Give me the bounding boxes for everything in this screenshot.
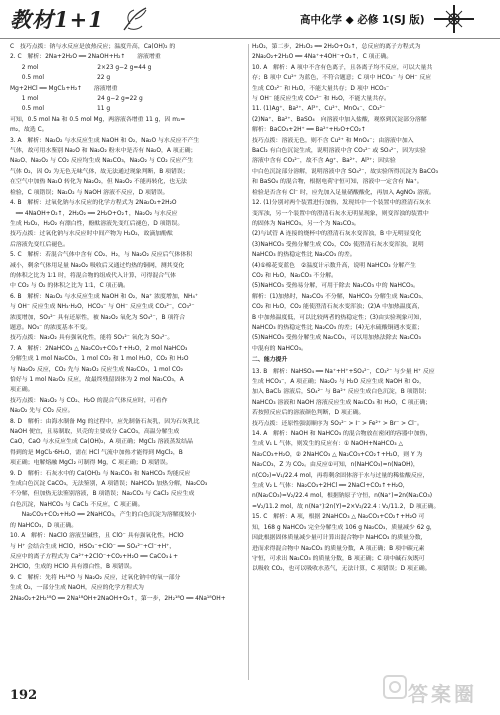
answer-line: Na₂CO₃+H₂O，② 2NaHCO₃ △ Na₂CO₃+CO₂↑+H₂O，则 Y 为: [252, 451, 423, 458]
answer-line: CO₂ 和 H₂O，CO₂ 能使澄清石灰水变浑浊；(2)A 中加热温度高，: [252, 304, 424, 311]
answer-line: 生成 HCO₃⁻，A 项正确；Na₂O₂ 与 H₂O 反应生成 NaOH 和 O₂，: [252, 379, 426, 385]
answer-line: 技巧点拨：Na₂O₂ 具有强氧化性，能将 SO₃²⁻ 氧化为 SO₄²⁻。: [10, 335, 174, 342]
answer-line: 技巧点拨：溶液无色，则不含 Cu²⁺ 和 MnO₄⁻；由溶液中加入: [252, 137, 414, 144]
answer-line: n(Na₂CO₃)=V₂/22.4 mol，根据钠原子守恒，n(Na⁺)=2n(Na₂CO₃): [252, 493, 433, 500]
answer-line: 浓度增加，SO₃²⁻ 具有还原性，被 Na₂O₂ 氧化为 SO₄²⁻，B 项符合: [10, 314, 186, 321]
leaf-icon: [120, 4, 150, 34]
column-divider: [248, 44, 249, 680]
answer-line: 中白色沉淀部分溶解，说明溶液中含 SO₄²⁻，故实验所得沉淀为 BaCO₃: [252, 168, 438, 175]
answer-line: 溶液中含有 CO₃²⁻，故不含 Ag⁺、Ba²⁺、Al³⁺；因实验: [252, 158, 396, 165]
answer-line: 得到的是 MgCl₂·6H₂O，需在 HCl 气流中加热才能得到 MgCl₂，B: [10, 449, 183, 456]
answer-line: H₂O₂，第二步，2H₂O₂ ══ 2H₂O+O₂↑，总反应的离子方程式为: [252, 44, 421, 50]
book-title: 高中化学 ◆ 必修 1(SJ 版): [300, 14, 425, 26]
answer-line: n(CO₂)=V₁/22.4 mol，再将剩余固体溶于水与过量的稀盐酸反应，: [252, 472, 429, 479]
answer-line: 2. C 解析：2Na+2H₂O ══ 2NaOH+H₂↑ 溶液增重: [10, 54, 161, 61]
answer-line: Na₂O₂ 先与 CO₂ 反应。: [10, 408, 74, 415]
watermark-text: 答案圈: [408, 682, 477, 706]
answer-line: 反应中的离子方程式为 Ca²⁺+2ClO⁻+CO₂+H₂O ══ CaCO₃↓+: [10, 553, 179, 560]
answer-line: 以吸收 CO₂，也可以吸收水蒸气，无法计算，C 项错误；D 项正确。: [252, 566, 431, 573]
answer-line: 生成 O₂，一部分生成 NaOH，反应的化学方程式为: [10, 585, 144, 592]
answer-line: 解析：BaCO₃+2H⁺ ══ Ba²⁺+H₂O+CO₂↑: [252, 127, 366, 134]
answer-line: ══ 4NaOH+O₂↑，2H₂O₂ ══ 2H₂O+O₂↑，Na₂O₂ 与水反应: [10, 210, 178, 217]
answer-line: 分解生成 1 mol Na₂CO₃、1 mol CO₂ 和 1 mol H₂O，CO₂ 和 H₂O: [10, 356, 189, 363]
answer-line: 生成白色沉淀 CaCO₃，无法鉴别，A 项错误；NaHCO₃ 加热分解，Na₂CO₃: [10, 481, 208, 488]
answer-line: Na₂CO₃，Z 为 CO₂。由反应①可知，n(NaHCO₃)=n(NaOH)，: [252, 462, 419, 469]
answer-line: 2 mol 2×23 g−2 g=44 g: [10, 64, 152, 71]
answer-column-left: [10, 42, 248, 682]
answer-line: CO₂ 和 H₂O，Na₂CO₃ 不分解。: [252, 272, 337, 279]
answer-line: 2Na₂O₂+2H₂¹⁸O ══ 2Na¹⁸OH+2NaOH+O₂↑，第一步，2H₂¹⁸O ══ 4Na¹⁸OH+: [10, 595, 226, 602]
answer-line: B 中加热温度低，可以比较两者的热稳定性；(3)由实验现象可知，: [252, 314, 426, 321]
answer-line: NaOH 便宜，且易制取，贝壳的主要成分 CaCO₃，高温分解生成: [10, 429, 180, 436]
answer-line: (5)NaHCO₃ 受热易分解，可用于除去 Na₂CO₃ 中的 NaHCO₃。: [252, 283, 419, 290]
answer-line: 0.5 mol 22 g: [10, 75, 111, 82]
answer-line: 生成 V₁ L 气体，则发生的反应有：① NaOH+NaHCO₃ △: [252, 441, 403, 448]
answer-line: 二、能力提升: [252, 357, 288, 364]
answer-line: 14. A 解析：NaOH 和 NaHCO₃ 的混合物放在密闭的容器中加热，: [252, 431, 432, 438]
answer-line: 进而求得混合物中 Na₂CO₃ 的质量分数，A 项正确；B 项中碳元素: [252, 545, 425, 552]
answer-line: 15. C 解析：A 项，根据 2NaHCO₃ △ Na₂CO₃+CO₂↑+H₂O 可: [252, 514, 425, 521]
answer-line: 5. C 解析：若混合气体中含有 CO₂、H₂，与 Na₂O₂ 反应后气体体积: [10, 252, 193, 259]
answer-line: 可知，0.5 mol Na 和 0.5 mol Mg，两溶液各增重 11 g，因 m₁=: [10, 116, 186, 123]
answer-line: 4. B 解析：过氧化钠与水反应的化学方程式为 2Na₂O₂+2H₂O: [10, 200, 177, 207]
answer-line: 不分解，但加热无法鉴别溶液，B 项错误；Na₂CO₃ 与 CaCl₂ 反应生成: [10, 491, 195, 498]
book-logo: 教材1+1: [10, 7, 104, 32]
answer-line: CaO，CaO 与水反应生成 Ca(OH)₂，A 项正确；MgCl₂ 溶液蒸发结晶: [10, 439, 193, 446]
answer-line: (4)①棉花变蓝色 ②温度计示数升高，说明 NaHCO₃ 分解产生: [252, 262, 417, 269]
answer-line: 减小，剩余气体用足量 Na₂O₂ 吸收后又通过灼热的铜网，测其变化: [10, 262, 185, 269]
answer-line: NaHCO₃ 的热稳定性比 Na₂CO₃ 的差；(4)无水硫酸铜遇水变蓝；: [252, 324, 423, 331]
answer-line: 和 BaSO₄ 的混合物，根据电荷守恒可知，溶液中一定含有 Na⁺。: [252, 179, 423, 186]
answer-line: 10. A 解析：NaClO 溶液呈碱性，且 ClO⁻ 具有强氧化性，HClO: [10, 533, 184, 540]
answer-line: (2)Na⁺、Ba²⁺、BaSO₄ 向溶液中加入盐酸，观察到沉淀部分溶解: [252, 116, 427, 123]
answer-line: 守恒，可求出 Na₂CO₃ 的质量分数，B 项正确；C 项中碱石灰既可: [252, 555, 425, 562]
answer-line: 气体 O₂，因 O₂ 为无色无味气体，故无法通过现象判断，B 项错误；: [10, 168, 189, 175]
answer-line: 生成 V₂ L 气体：Na₂CO₃+2HCl ══ 2NaCl+CO₂↑+H₂O，: [252, 483, 409, 490]
answer-line: 13. B 解析：NaHSO₄ ══ Na⁺+H⁺+SO₄²⁻，CO₃²⁻ 与少量 H⁺ 反应: [252, 368, 435, 375]
answer-line: 8. D 解析：由海水制备 Mg 的过程中，应先制备石灰乳，因为石灰乳比: [10, 418, 200, 425]
answer-line: 中 CO₂ 与 O₂ 的体积之比为 1∶1，C 项正确。: [10, 283, 130, 290]
answer-line: 技巧点拨：还原性强弱顺序为 SO₃²⁻ > I⁻ > Fe²⁺ > Br⁻ > Cl⁻。: [252, 420, 423, 427]
answer-line: C 技巧点拨：钠与水反应是放热反应；温度升高，Ca(OH)₂ 的: [10, 44, 176, 50]
answer-line: 后溶液先变红后褪色。: [10, 241, 69, 248]
answer-line: 9. C 解析：先将 H₂¹⁸O 与 Na₂O₂ 反应，过氧化钠中的氧一部分: [10, 574, 181, 581]
page-header: [0, 0, 500, 39]
answer-line: 题意。NO₃⁻ 的浓度基本不变。: [10, 324, 92, 331]
answer-line: =V₂/11.2 mol，故 n(Na⁺)∶2n(Y)=2×V₂/22.4 ∶ V₂/11.2，D 项正确。: [252, 503, 440, 510]
answer-line: 与 OH⁻ 反应生成 NH₃·H₂O，HCO₃⁻ 与 OH⁻ 反应生成 CO₃²⁻，CO₃²⁻: [10, 304, 195, 311]
answer-line: 12. (1)分别对两个装置进行加热，发现其中一个装置中的澄清石灰水: [252, 200, 431, 207]
answer-line: 6. B 解析：Na₂O₂ 与水反应生成 NaOH 和 O₂，Na⁺ 浓度增加，NH₄⁺: [10, 293, 198, 300]
answer-line: (3)NaHCO₃ 受热分解生成 CO₂，CO₂ 使澄清石灰水变浑浊，说明: [252, 241, 424, 248]
answer-line: 7. A 解析：2NaHCO₃ △ Na₂CO₃+CO₂↑+H₂O，2 mol NaHCO₃: [10, 345, 188, 352]
answer-line: m₂，故选 C。: [10, 127, 48, 134]
answer-line: 10. A 解析：A 项中不含有色离子，且各离子均不反应，可以大量共: [252, 64, 433, 71]
answer-line: 2Na₂O₂+2H₂O ══ 4Na⁺+4OH⁻+O₂↑，C 项正确。: [252, 54, 393, 61]
answer-line: NaHCO₃ 的热稳定性比 Na₂CO₃ 的差。: [252, 252, 356, 259]
answer-line: 恰好与 1 mol Na₂O₂ 反应，故最终残留固体为 2 mol Na₂CO₃，A: [10, 377, 184, 383]
answer-line: 与 H⁺ 会结合生成 HClO，HSO₃⁻+ClO⁻ ══ SO₄²⁻+Cl⁻+H⁺，: [10, 543, 176, 550]
answer-line: 解析：(1)加热时，Na₂CO₃ 不分解，NaHCO₃ 分解生成 Na₂CO₃、: [252, 293, 427, 300]
answer-line: Na₂O、Na₂O₂ 与 CO₂ 反应均生成 Na₂CO₃，Na₂O₂ 与 CO₂ 反应产生: [10, 158, 194, 165]
answer-line: Na₂CO₃+CO₂+H₂O ══ 2NaHCO₃，产生的白色沉淀为溶解度较小: [10, 512, 197, 519]
answer-line: 存；B 项中 Cu²⁺ 为蓝色，不符合题意；C 项中 HCO₃⁻ 与 OH⁻ 反应: [252, 75, 432, 82]
answer-line: 项正确。: [10, 387, 34, 394]
answer-line: 气体，故可用水鉴别 Na₂O 和 Na₂O₂ 粉末中是否有 Na₂O，A 项正确；: [10, 148, 197, 155]
page-number: 192: [10, 688, 38, 703]
answer-line: 在空气中加热 Na₂O 转化为 Na₂O₂，但 Na₂O₂ 不能再转化，也无法: [10, 179, 187, 186]
answer-line: 检验是否含有 Cl⁻ 时，应先加入足量硝酸酸化，再加入 AgNO₃ 溶液。: [252, 189, 435, 196]
answer-line: 若按照反应后的溶液颜色判断，D 项正确。: [252, 410, 365, 417]
answer-line: BaCl₂ 有白色沉淀生成，说明溶液中含 CO₃²⁻ 或 SO₄²⁻，因为实验: [252, 148, 426, 155]
answer-line: (5)NaHCO₃ 受热分解生成 Na₂CO₃，可以用加热法除去 Na₂CO₃: [252, 335, 421, 342]
answer-line: 技巧点拨：Na₂O₂ 与 CO₂、H₂O 的混合气体反应时，可看作: [10, 397, 168, 404]
compass-icon: [432, 3, 476, 35]
answer-line: 11. (1)Ag⁺、Ba²⁺、Al³⁺、Cu²⁺、MnO₄⁻、CO₃²⁻: [252, 106, 385, 113]
answer-line: 与 OH⁻ 能反应生成 CO₃²⁻ 和 H₂O，不能大量共存。: [252, 96, 390, 103]
answer-line: 的 NaHCO₃，D 项正确。: [10, 522, 78, 529]
answer-line: 生成 H₂O₂，H₂O₂ 有漂白性，酚酞溶液先变红后褪色，D 项错误。: [10, 220, 184, 227]
answer-line: Mg+2HCl ══ MgCl₂+H₂↑ 溶液增重: [10, 85, 118, 92]
answer-line: NaHCO₃ 溶液和 NaOH 溶液反应生成 Na₂CO₃ 和 H₂O，C 项正确；: [252, 399, 432, 406]
answer-line: 变浑浊，另一个装置中的澄清石灰水无明显现象，则变浑浊的装置中: [252, 210, 429, 217]
answer-line: 白色沉淀，NaHCO₃ 与 CaCl₂ 不反应，C 项正确。: [10, 501, 144, 508]
answer-line: 2HClO，生成的 HClO 具有漂白性，B 项错误。: [10, 564, 136, 571]
answer-line: 因此根据固体质量减少量可计算出混合物中 NaHCO₃ 的质量分数，: [252, 535, 427, 542]
answer-line: 0.5 mol 11 g: [10, 106, 111, 113]
answer-line: 检验，C 项错误；Na₂O₂ 与 NaOH 溶液不反应，D 项错误。: [10, 189, 169, 196]
answer-line: 生成 CO₃²⁻ 和 H₂O，不能大量共存；D 项中 HCO₃⁻: [252, 85, 390, 92]
answer-line: 项正确；电解熔融 MgCl₂ 可制得 Mg，C 项正确；D 项错误。: [10, 460, 172, 467]
answer-line: 加入 BaCl₂ 溶液后，SO₄²⁻ 与 Ba²⁺ 反应生成白色沉淀，B 项错误；: [252, 389, 431, 396]
answer-line: (2)与试管 A 连接的烧杯中的澄清石灰水变浑浊，B 中无明显变化: [252, 231, 422, 238]
answer-line: 与 Na₂O₂ 反应，CO₂ 先与 Na₂O₂ 反应生成 Na₂CO₃，1 mol CO₂: [10, 366, 183, 373]
answer-line: 的体积之比为 1∶1 时，将混合物的组成代入计算，可得混合气体: [10, 272, 176, 279]
answer-line: 9. D 解析：石灰水中的 Ca(OH)₂ 与 Na₂CO₃ 和 NaHCO₃ 均能反应: [10, 470, 191, 477]
answer-line: 的固体为 NaHCO₃，另一个为 Na₂CO₃。: [252, 220, 360, 227]
answer-line: 3. A 解析：Na₂O₂ 与水反应生成 NaOH 和 O₂，Na₂O 与水反应不产生: [10, 137, 200, 144]
answer-line: 技巧点拨：过氧化钠与水反应时中间产物为 H₂O₂，故滴加酚酞: [10, 231, 173, 238]
answer-line: 1 mol 24 g−2 g=22 g: [10, 96, 143, 103]
answer-line: 知，168 g NaHCO₃ 完全分解生成 106 g Na₂CO₃，质量减少 62 g，: [252, 524, 436, 531]
answer-line: 中混有的 NaHCO₃。: [252, 345, 307, 352]
answer-column-right: [252, 42, 490, 682]
